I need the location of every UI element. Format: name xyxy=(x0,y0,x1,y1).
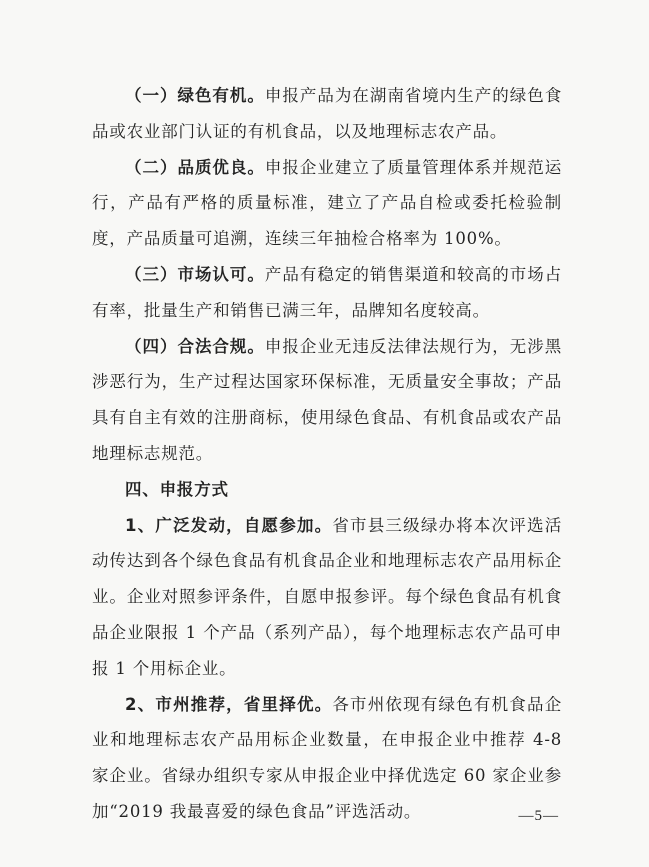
criteria-paragraph-compliance xyxy=(92,329,562,472)
criteria-text-compliance: 申报企业无违反法律法规行为，无涉黑涉恶行为，生产过程达国家环保标准，无质量安全事故；产品具有自主有效的注册商标，使用绿色食品、有机食品或农产品地理标志规范。 xyxy=(92,336,562,463)
criteria-lead-compliance: （四）合法合规。 xyxy=(125,336,265,356)
section-heading-application-method: 四、申报方式 xyxy=(125,479,229,499)
method-lead-recommend: 2、市州推荐，省里择优。 xyxy=(125,694,333,714)
document-body xyxy=(92,78,562,830)
criteria-paragraph-market xyxy=(92,257,562,329)
method-paragraph-mobilize xyxy=(92,508,562,687)
criteria-paragraph-quality xyxy=(92,150,562,257)
method-text-recommend: 各市州依现有绿色有机食品企业和地理标志农产品用标企业数量，在申报企业中推荐 4-8 家企业。省绿办组织专家从申报企业中择优选定 60 家企业参加“2019 我最喜爱的绿色食品”评选活动。 xyxy=(92,694,562,821)
criteria-lead-green-organic: （一）绿色有机。 xyxy=(125,86,265,105)
criteria-text-green-organic: 申报产品为在湖南省境内生产的绿色食品或农业部门认证的有机食品，以及地理标志农产品。 xyxy=(92,86,562,141)
criteria-text-market: 产品有稳定的销售渠道和较高的市场占有率，批量生产和销售已满三年，品牌知名度较高。 xyxy=(92,264,562,320)
criteria-text-quality: 申报企业建立了质量管理体系并规范运行，产品有严格的质量标准，建立了产品自检或委托检验制度，产品质量可追溯，连续三年抽检合格率为 100%。 xyxy=(92,157,562,249)
criteria-paragraph-green-organic xyxy=(92,78,562,150)
criteria-lead-market: （三）市场认可。 xyxy=(125,264,265,284)
method-paragraph-recommend xyxy=(92,687,562,830)
criteria-lead-quality: （二）品质优良。 xyxy=(125,157,265,177)
method-lead-mobilize: 1、广泛发动，自愿参加。 xyxy=(125,515,333,535)
page-number: —5— xyxy=(518,808,559,824)
method-text-mobilize: 省市县三级绿办将本次评选活动传达到各个绿色食品有机食品企业和地理标志农产品用标企业。企业对照参评条件，自愿申报参评。每个绿色食品有机食品企业限报 1 个产品（系列产品），每个地理标志农产品可申报 1 个用标企业。 xyxy=(92,515,562,678)
